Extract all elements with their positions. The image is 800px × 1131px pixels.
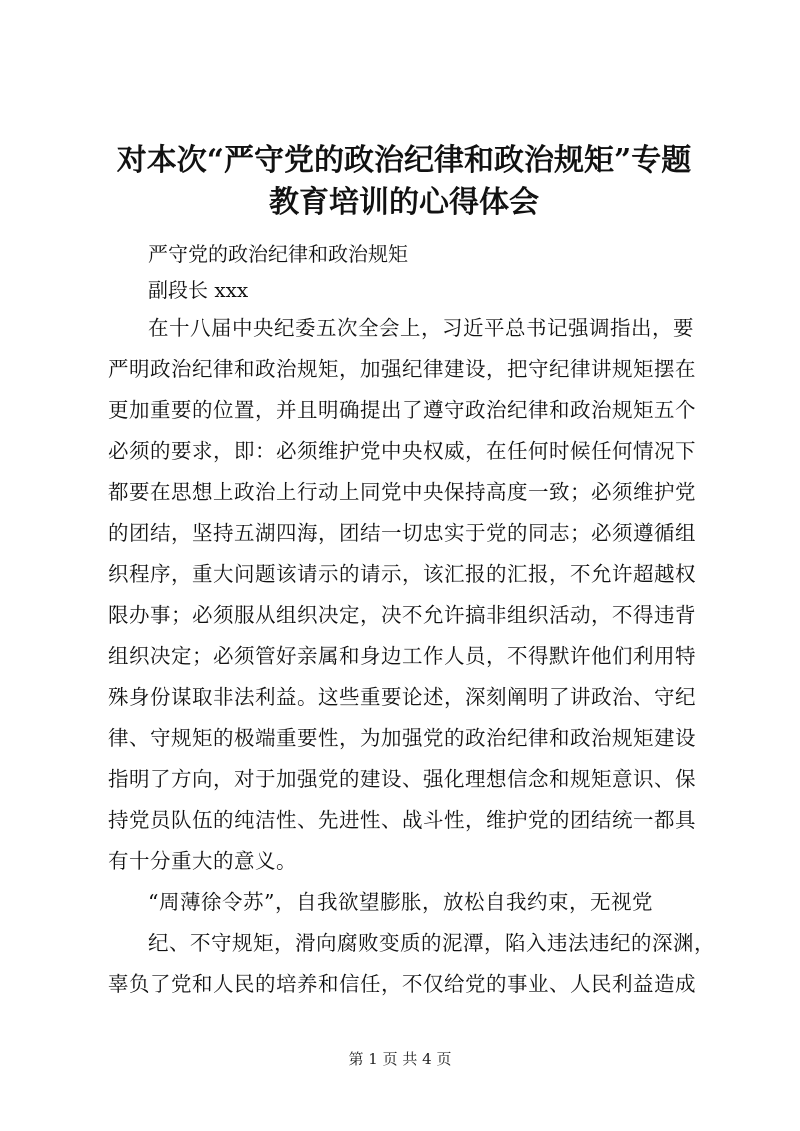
text-line: 持党员队伍的纯洁性、先进性、战斗性，维护党的团结统一都具: [108, 808, 696, 832]
page-footer: 第 1 页 共 4 页: [348, 1050, 452, 1068]
text-line: 指明了方向，对于加强党的建设、强化理想信念和规矩意识、保: [108, 767, 696, 791]
text-line: 的团结，坚持五湖四海，团结一切忠实于党的同志；必须遵循组: [108, 521, 696, 545]
text-line: 都要在思想上政治上行动上同党中央保持高度一致；必须维护党: [108, 480, 696, 504]
paragraph-2: [108, 882, 700, 923]
document-subtitle: 严守党的政治纪律和政治规矩: [148, 242, 408, 266]
document-author: 副段长 xxx: [148, 278, 249, 302]
text-line: 组织决定；必须管好亲属和身边工作人员，不得默许他们利用特: [108, 644, 696, 668]
text-line: 严明政治纪律和政治规矩，加强纪律建设，把守纪律讲规矩摆在: [108, 357, 696, 381]
text-line: 律、守规矩的极端重要性，为加强党的政治纪律和政治规矩建设: [108, 726, 696, 750]
text-line: 必须的要求，即：必须维护党中央权威，在任何时候任何情况下: [108, 439, 696, 463]
text-line: 殊身份谋取非法利益。这些重要论述，深刻阐明了讲政治、守纪: [108, 685, 696, 709]
paragraph-3: [108, 923, 715, 1005]
text-line: 更加重要的位置，并且明确提出了遵守政治纪律和政治规矩五个: [108, 398, 696, 422]
text-line: 有十分重大的意义。: [108, 849, 297, 873]
paragraph-1: [108, 308, 700, 882]
title-line: 教育培训的心得体会: [269, 185, 539, 220]
text-line: 在十八届中央纪委五次全会上，习近平总书记强调指出，要: [148, 316, 694, 340]
text-line: 限办事；必须服从组织决定，决不允许搞非组织活动，不得违背: [108, 603, 696, 627]
title-line: 对本次“严守党的政治纪律和政治规矩”专题: [116, 143, 692, 178]
document-title: [108, 140, 700, 224]
text-line: 辜负了党和人民的培养和信任，不仅给党的事业、人民利益造成: [108, 972, 696, 996]
text-line: 织程序，重大问题该请示的请示，该汇报的汇报，不允许超越权: [108, 562, 696, 586]
text-line: “周薄徐令苏”，自我欲望膨胀，放松自我约束，无视党: [148, 890, 653, 914]
text-line: 纪、不守规矩，滑向腐败变质的泥潭，陷入违法违纪的深渊，: [148, 931, 715, 955]
